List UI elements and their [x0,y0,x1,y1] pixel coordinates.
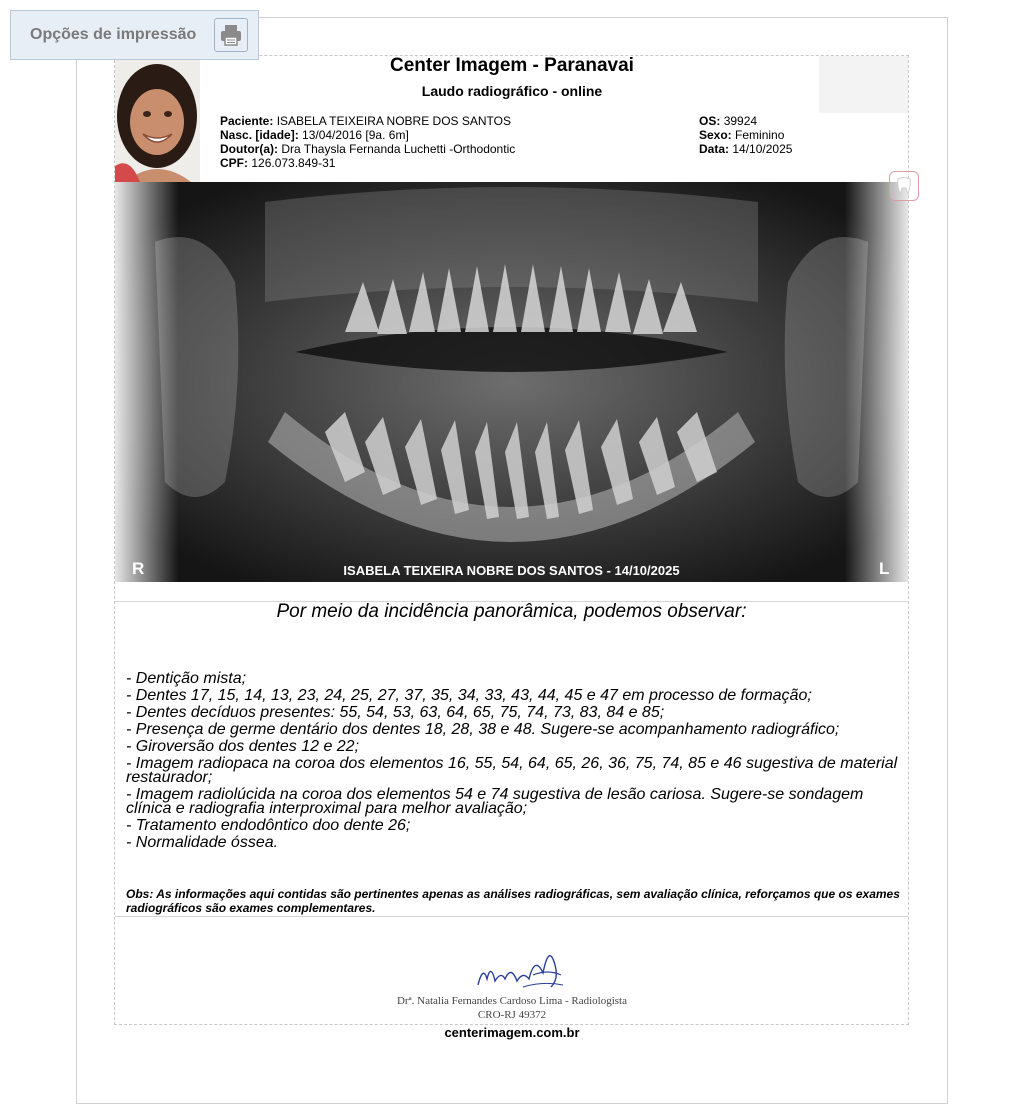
date-row [699,142,792,156]
findings-list [126,672,901,853]
patient-cpf-label: CPF: [220,156,248,170]
patient-cpf-row [220,156,335,170]
clinic-name: Center Imagem - Paranavai [390,55,634,76]
patient-cpf: 126.073.849-31 [251,156,336,170]
finding-item: - Imagem radiolúcida na coroa dos elementos 54 e 74 sugestiva de lesão cariosa. Sugere-se sondagem clínica e radiografia interproximal para melhor avaliação; [126,786,864,817]
patient-doctor-row [220,142,515,156]
patient-name: ISABELA TEIXEIRA NOBRE DOS SANTOS [276,114,512,128]
xray-caption: ISABELA TEIXEIRA NOBRE DOS SANTOS - 14/10/2025 [343,563,680,578]
finding-item: - Dentes decíduos presentes: 55, 54, 53, 63, 64, 65, 75, 74, 73, 83, 84 e 85; [126,704,665,721]
sex-row [699,128,784,142]
sex-label: Sexo: [699,128,732,142]
patient-name-label: Paciente: [220,114,274,128]
date-value: 14/10/2025 [732,142,793,156]
finding-item: - Normalidade óssea. [126,834,279,851]
handwritten-signature [383,935,641,995]
xray-right-marker: R [132,559,145,578]
report-subtitle: Laudo radiográfico - online [421,83,603,99]
signer-cro: CRO-RJ 49372 [477,1009,547,1021]
print-options-label: Opções de impressão [30,26,197,43]
patient-doctor: Dra Thaysla Fernanda Luchetti -Orthodontic [281,142,516,156]
patient-photo [115,56,200,182]
finding-item: - Imagem radiopaca na coroa dos elementos 16, 55, 54, 64, 65, 26, 36, 75, 74, 85 e 46 sugestiva de material restaurador; [126,755,898,786]
finding-item: - Dentição mista; [126,670,247,687]
xray-left-marker: L [879,559,890,578]
sex-value: Feminino [735,128,785,142]
os-row [699,114,757,128]
patient-doctor-label: Doutor(a): [220,142,278,156]
print-options-button[interactable] [10,10,259,60]
report-intro: Por meio da incidência panorâmica, podemos observar: [276,601,747,622]
tooth-view-icon[interactable] [889,171,919,201]
panoramic-xray-image[interactable] [115,182,908,582]
website-link[interactable]: centerimagem.com.br [444,1025,580,1040]
patient-name-row [220,114,511,128]
os-number: 39924 [723,114,758,128]
patient-birth-row [220,128,409,142]
date-label: Data: [699,142,730,156]
finding-item: - Tratamento endodôntico doo dente 26; [126,817,411,834]
patient-birth: 13/04/2016 [9a. 6m] [302,128,409,142]
patient-birth-label: Nasc. [idade]: [220,128,299,142]
finding-item: - Giroversão dos dentes 12 e 22; [126,738,360,755]
finding-item: - Dentes 17, 15, 14, 13, 23, 24, 25, 27, 37, 35, 34, 33, 43, 44, 45 e 47 em processo de formação; [126,687,812,704]
finding-item: - Presença de germe dentário dos dentes 18, 28, 38 e 48. Sugere-se acompanhamento radiográfico; [126,721,840,738]
signer-name: Drª. Natalia Fernandes Cardoso Lima - Radiologista [396,995,627,1007]
os-label: OS: [699,114,721,128]
section-divider-bottom [115,916,908,917]
clinic-logo-placeholder [819,56,908,113]
report-observation: Obs: As informações aqui contidas são pertinentes apenas as análises radiográficas, sem avaliação clínica, reforçamos que os exames radiográficos são exames complementares. [126,887,900,915]
printer-icon[interactable] [214,18,248,52]
